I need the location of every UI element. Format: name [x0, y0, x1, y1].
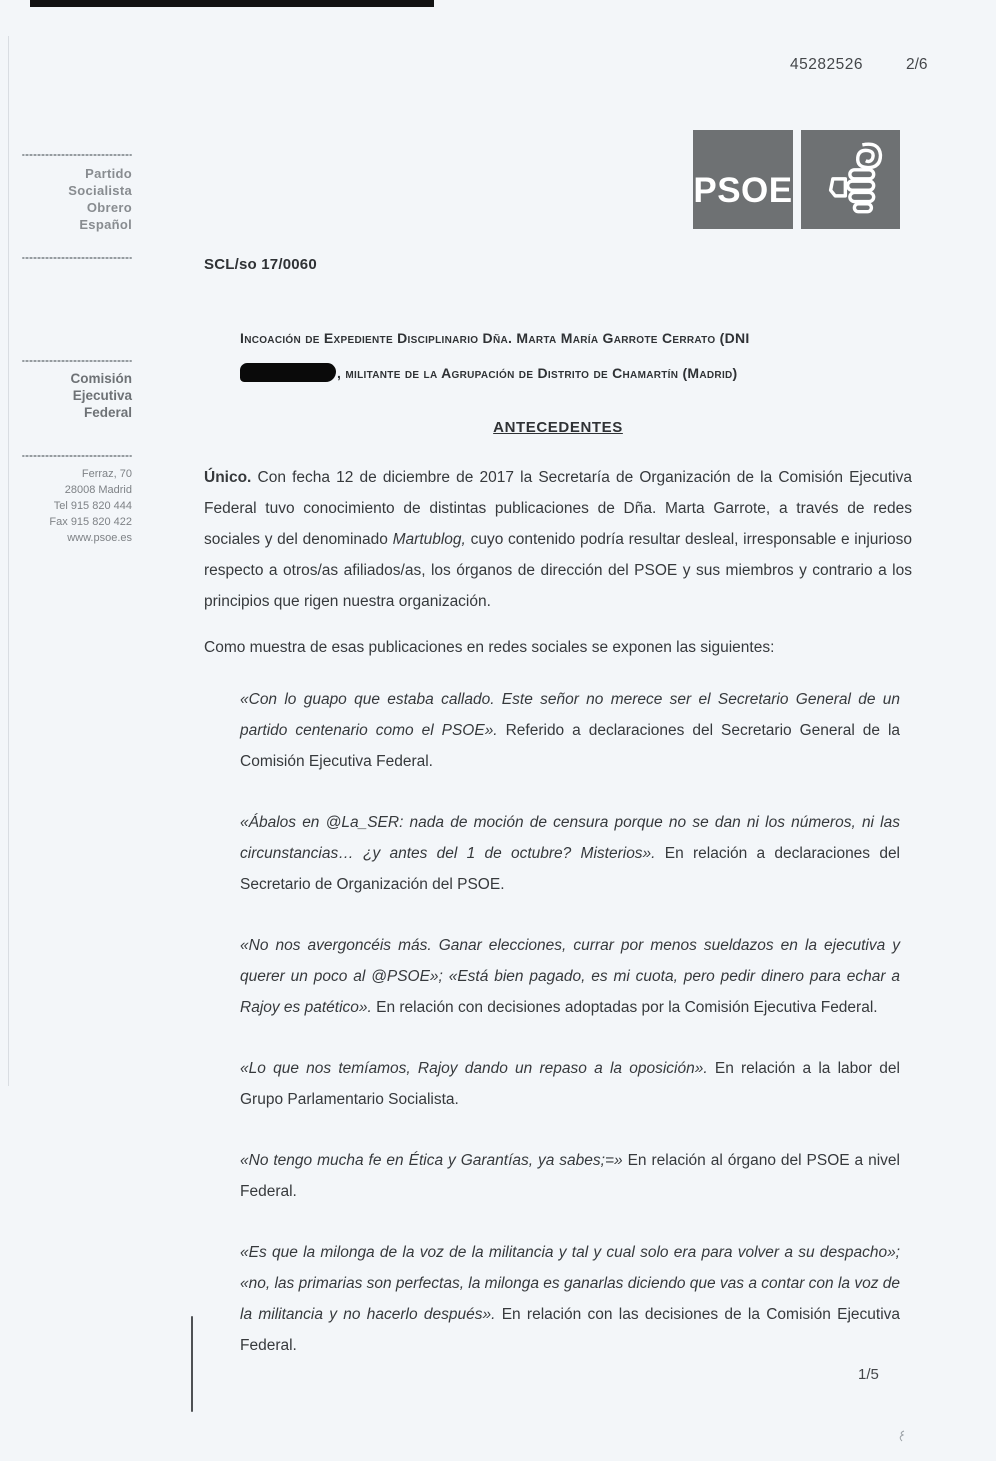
- redaction-bar: [240, 363, 336, 382]
- subject-heading: [240, 321, 896, 391]
- party-name-line: Obrero: [86, 200, 132, 215]
- address-street: Ferraz, 70: [81, 468, 132, 480]
- sidebar-divider: [22, 257, 132, 259]
- quote-text: «Lo que nos temíamos, Rajoy dando un repaso a la oposición».: [240, 1060, 708, 1077]
- page-indicator: 2/6: [906, 56, 928, 73]
- quote-text: «No nos avergoncéis más. Ganar elecciones, currar por menos sueldazos en la ejecutiva y querer un poco al @PSOE»; «Está bien pagado, es mi cuota, pero pedir dinero para echar a Rajoy es patético».: [240, 937, 900, 1016]
- address-block: [14, 466, 132, 546]
- org-name-line: Ejecutiva: [72, 388, 132, 403]
- reference-number: SCL/so 17/0060: [204, 256, 317, 273]
- quote-comment: En relación al órgano del PSOE a nivel Federal.: [240, 1152, 900, 1200]
- paragraph-unico-part1: Con fecha 12 de diciembre de 2017 la Secretaría de Organización de la Comisión Ejecutiva Federal tuvo conocimiento de distintas publicaciones de Dña. Marta Garrote, a través de redes sociales y del denominado: [204, 469, 912, 548]
- document-number: 45282526: [790, 56, 863, 73]
- quotes-list: [204, 684, 912, 1361]
- paragraph-unico-lead: Único.: [204, 469, 252, 486]
- quote-item: [204, 1237, 912, 1361]
- org-name-line: Comisión: [70, 371, 132, 386]
- quote-comment: En relación con decisiones adoptadas por la Comisión Ejecutiva Federal.: [371, 999, 878, 1016]
- quote-text: «No tengo mucha fe en Ética y Garantías, ya sabes;=»: [240, 1152, 623, 1169]
- address-tel: Tel 915 820 444: [53, 500, 132, 512]
- quote-comment: En relación con las decisiones de la Comisión Ejecutiva Federal.: [240, 1306, 901, 1354]
- main-text-column: [204, 256, 912, 1391]
- psoe-logo-text: PSOE: [693, 170, 793, 210]
- quote-item: [204, 930, 912, 1023]
- party-name: [14, 165, 132, 233]
- address-city: 28008 Madrid: [64, 484, 132, 496]
- party-name-line: Partido: [85, 166, 132, 181]
- quote-comment: En relación a la labor del Grupo Parlamentario Socialista.: [240, 1060, 900, 1108]
- subject-line-1: Incoación de Expediente Disciplinario Dña. Marta María Garrote Cerrato (DNI: [240, 330, 750, 346]
- quote-text: «Es que la milonga de la voz de la militancia y tal y cual solo era para volver a su despacho»; «no, las primarias son perfectas, la milonga es ganarlas diciendo que vas a contar con la voz de la militancia y no hacerlo después».: [240, 1244, 900, 1323]
- paragraph-unico-italic: Martublog,: [392, 531, 466, 548]
- scan-artifact-left-edge: [8, 36, 9, 1086]
- quote-comment: En relación a declaraciones del Secretario de Organización del PSOE.: [240, 845, 901, 893]
- quote-item: [204, 1145, 912, 1207]
- quote-item: [204, 684, 912, 777]
- sidebar-divider: [22, 455, 132, 457]
- sidebar-divider: [22, 360, 132, 362]
- party-name-line: Socialista: [68, 183, 132, 198]
- org-name-line: Federal: [83, 405, 132, 420]
- quote-text: «Con lo guapo que estaba callado. Este señor no merece ser el Secretario General de un partido centenario como el PSOE».: [240, 691, 900, 739]
- quote-comment: Referido a declaraciones del Secretario General de la Comisión Ejecutiva Federal.: [240, 722, 901, 770]
- fist-and-rose-icon: [817, 140, 885, 220]
- subject-line-2: [240, 356, 896, 391]
- paragraph-unico: [204, 462, 912, 617]
- address-fax: Fax 915 820 422: [49, 516, 132, 528]
- quote-item: [204, 807, 912, 900]
- quote-text: «Ábalos en @La_SER: nada de moción de censura porque no se dan ni los números, ni las circunstancias… ¿y antes del 1 de octubre? Misterios».: [240, 814, 900, 862]
- subject-line-2-text: , militante de la Agrupación de Distrito de Chamartín (Madrid): [337, 365, 738, 381]
- quotes-intro: Como muestra de esas publicaciones en redes sociales se exponen las siguientes:: [204, 639, 775, 656]
- footer-page-number: 1/5: [858, 1366, 879, 1383]
- sidebar-divider: [22, 154, 132, 156]
- address-web: www.psoe.es: [67, 532, 132, 544]
- org-name: [14, 370, 132, 421]
- section-title: ANTECEDENTES: [493, 419, 623, 436]
- psoe-logo-wordmark: [693, 130, 793, 229]
- scan-artifact-squiggle: [897, 1430, 907, 1442]
- scan-artifact-top-bar: [30, 0, 434, 7]
- scan-artifact-vertical-line: [191, 1316, 193, 1412]
- psoe-logo-emblem: [801, 130, 900, 229]
- quote-item: [204, 1053, 912, 1115]
- paragraph-unico-part2: cuyo contenido podría resultar desleal, irresponsable e injurioso respecto a otros/as afiliados/as, los órganos de dirección del PSOE y sus miembros y contrario a los principios que rigen nuestra organización.: [204, 531, 913, 610]
- party-name-line: Español: [79, 217, 132, 232]
